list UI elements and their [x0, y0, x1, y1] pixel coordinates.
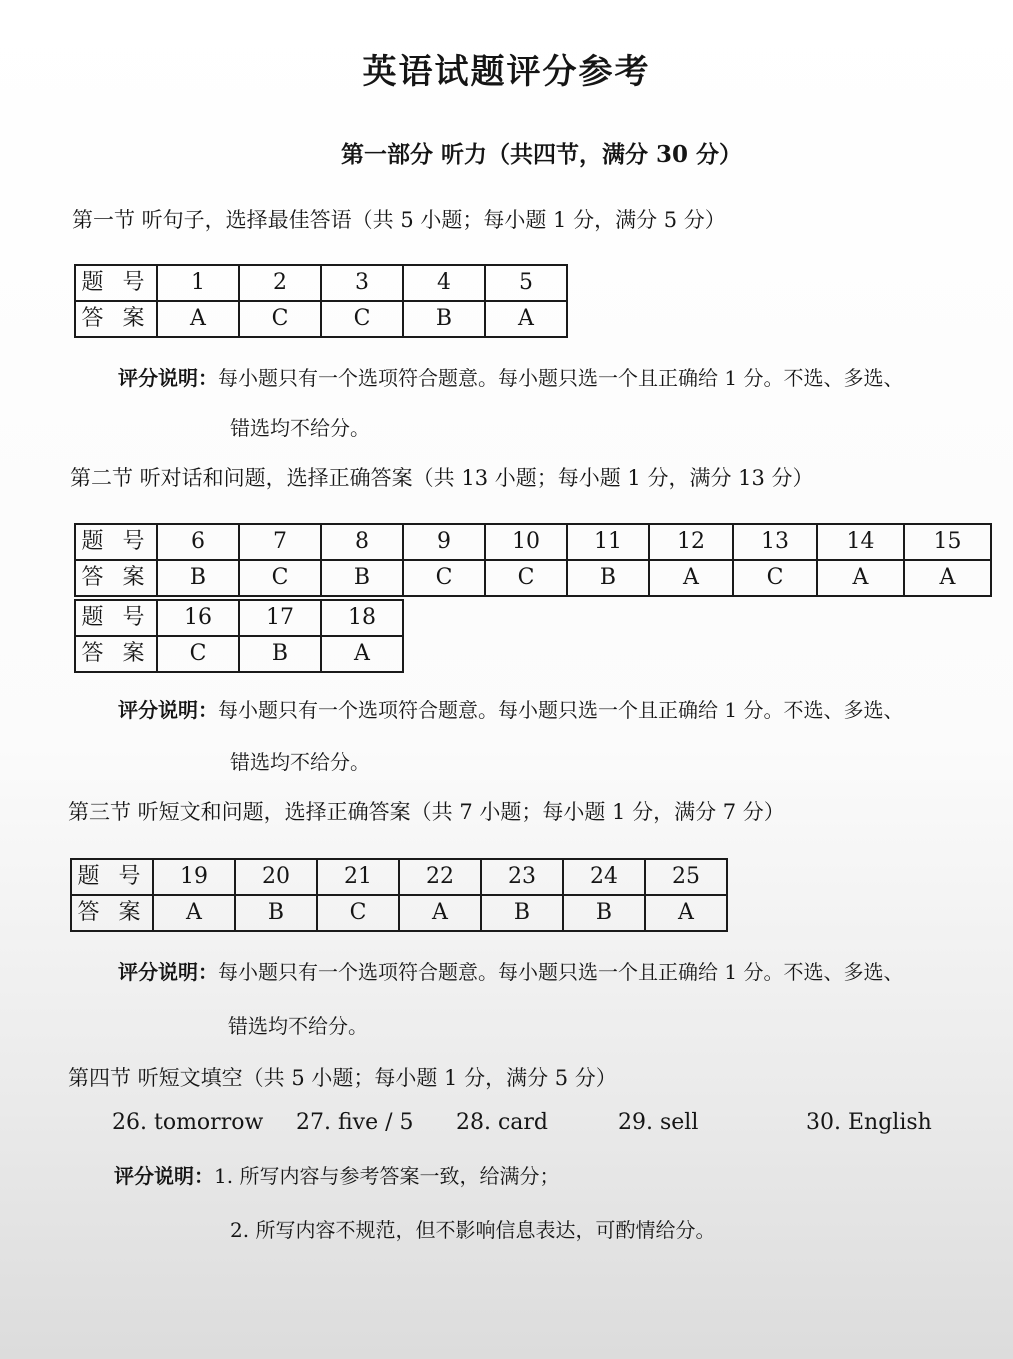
scoring-note-label: 评分说明： — [118, 960, 218, 984]
table-row — [71, 895, 727, 931]
scoring-note-1-cont: 错选均不给分。 — [230, 416, 370, 440]
row-label-number: 题 号 — [75, 524, 157, 560]
answer-cell: C — [239, 301, 321, 337]
answer-cell: C — [239, 560, 321, 596]
question-number: 20 — [235, 859, 317, 895]
question-number: 12 — [649, 524, 733, 560]
scoring-note-2-cont: 错选均不给分。 — [230, 750, 370, 774]
scoring-note-label: 评分说明： — [118, 366, 218, 390]
question-number: 10 — [485, 524, 567, 560]
row-label-answer: 答 案 — [75, 636, 157, 672]
question-number: 6 — [157, 524, 239, 560]
scoring-note-label: 评分说明： — [114, 1164, 214, 1188]
table-row — [75, 560, 991, 596]
fill-answer-29: 29. sell — [618, 1110, 699, 1135]
scoring-note-1 — [118, 362, 903, 391]
question-number: 23 — [481, 859, 563, 895]
answer-cell: A — [645, 895, 727, 931]
row-label-number: 题 号 — [71, 859, 153, 895]
question-number: 21 — [317, 859, 399, 895]
section-1-answer-table — [74, 264, 568, 338]
answer-cell: B — [567, 560, 649, 596]
fill-answer-28: 28. card — [456, 1110, 549, 1135]
question-number: 15 — [904, 524, 991, 560]
table-row — [75, 636, 403, 672]
scoring-note-item-2: 2. 所写内容不规范，但不影响信息表达，可酌情给分。 — [230, 1218, 716, 1242]
answer-cell: C — [403, 560, 485, 596]
scoring-note-4 — [114, 1160, 559, 1189]
answer-cell: C — [733, 560, 817, 596]
answer-cell: A — [321, 636, 403, 672]
question-number: 13 — [733, 524, 817, 560]
page-title: 英语试题评分参考 — [362, 52, 651, 92]
question-number: 1 — [157, 265, 239, 301]
row-label-answer: 答 案 — [71, 895, 153, 931]
question-number: 9 — [403, 524, 485, 560]
question-number: 25 — [645, 859, 727, 895]
question-number: 11 — [567, 524, 649, 560]
section-2-heading: 第二节 听对话和问题，选择正确答案（共 13 小题；每小题 1 分，满分 13 分） — [70, 466, 814, 490]
question-number: 4 — [403, 265, 485, 301]
scoring-note-text: 每小题只有一个选项符合题意。每小题只选一个且正确给 1 分。不选、多选、 — [218, 960, 904, 984]
fill-answer-27: 27. five / 5 — [296, 1110, 414, 1135]
section-3-heading: 第三节 听短文和问题，选择正确答案（共 7 小题；每小题 1 分，满分 7 分） — [68, 800, 785, 824]
answer-cell: C — [157, 636, 239, 672]
question-number: 14 — [817, 524, 904, 560]
answer-cell: A — [649, 560, 733, 596]
answer-cell: A — [399, 895, 481, 931]
answer-cell: A — [157, 301, 239, 337]
question-number: 17 — [239, 600, 321, 636]
row-label-answer: 答 案 — [75, 560, 157, 596]
section-2-answer-table-continued — [74, 599, 404, 673]
scoring-note-3-cont: 错选均不给分。 — [228, 1014, 368, 1038]
row-label-number: 题 号 — [75, 265, 157, 301]
part-heading: 第一部分 听力（共四节，满分 30 分） — [340, 141, 743, 168]
answer-cell: B — [481, 895, 563, 931]
answer-cell: C — [317, 895, 399, 931]
table-row — [71, 859, 727, 895]
row-label-number: 题 号 — [75, 600, 157, 636]
answer-cell: B — [563, 895, 645, 931]
question-number: 18 — [321, 600, 403, 636]
scoring-note-label: 评分说明： — [118, 698, 218, 722]
question-number: 3 — [321, 265, 403, 301]
scoring-note-2 — [118, 694, 903, 723]
question-number: 5 — [485, 265, 567, 301]
fill-answer-26: 26. tomorrow — [112, 1110, 264, 1135]
section-4-heading: 第四节 听短文填空（共 5 小题；每小题 1 分，满分 5 分） — [68, 1066, 617, 1090]
question-number: 16 — [157, 600, 239, 636]
answer-cell: B — [403, 301, 485, 337]
question-number: 22 — [399, 859, 481, 895]
scoring-note-3 — [118, 956, 903, 985]
fill-answer-30: 30. English — [806, 1110, 932, 1135]
answer-cell: A — [153, 895, 235, 931]
answer-cell: B — [235, 895, 317, 931]
row-label-answer: 答 案 — [75, 301, 157, 337]
table-row — [75, 524, 991, 560]
table-row — [75, 301, 567, 337]
scoring-note-text: 每小题只有一个选项符合题意。每小题只选一个且正确给 1 分。不选、多选、 — [218, 698, 904, 722]
question-number: 8 — [321, 524, 403, 560]
scoring-note-item-1: 1. 所写内容与参考答案一致，给满分； — [214, 1164, 560, 1188]
scoring-note-text: 每小题只有一个选项符合题意。每小题只选一个且正确给 1 分。不选、多选、 — [218, 366, 904, 390]
question-number: 2 — [239, 265, 321, 301]
answer-cell: C — [485, 560, 567, 596]
answer-cell: A — [817, 560, 904, 596]
answer-cell: C — [321, 301, 403, 337]
section-1-heading: 第一节 听句子，选择最佳答语（共 5 小题；每小题 1 分，满分 5 分） — [72, 208, 726, 232]
table-row — [75, 265, 567, 301]
section-2-answer-table — [74, 523, 992, 597]
answer-cell: B — [157, 560, 239, 596]
question-number: 19 — [153, 859, 235, 895]
question-number: 24 — [563, 859, 645, 895]
table-row — [75, 600, 403, 636]
answer-cell: B — [239, 636, 321, 672]
answer-cell: B — [321, 560, 403, 596]
question-number: 7 — [239, 524, 321, 560]
answer-cell: A — [904, 560, 991, 596]
answer-cell: A — [485, 301, 567, 337]
section-3-answer-table — [70, 858, 728, 932]
